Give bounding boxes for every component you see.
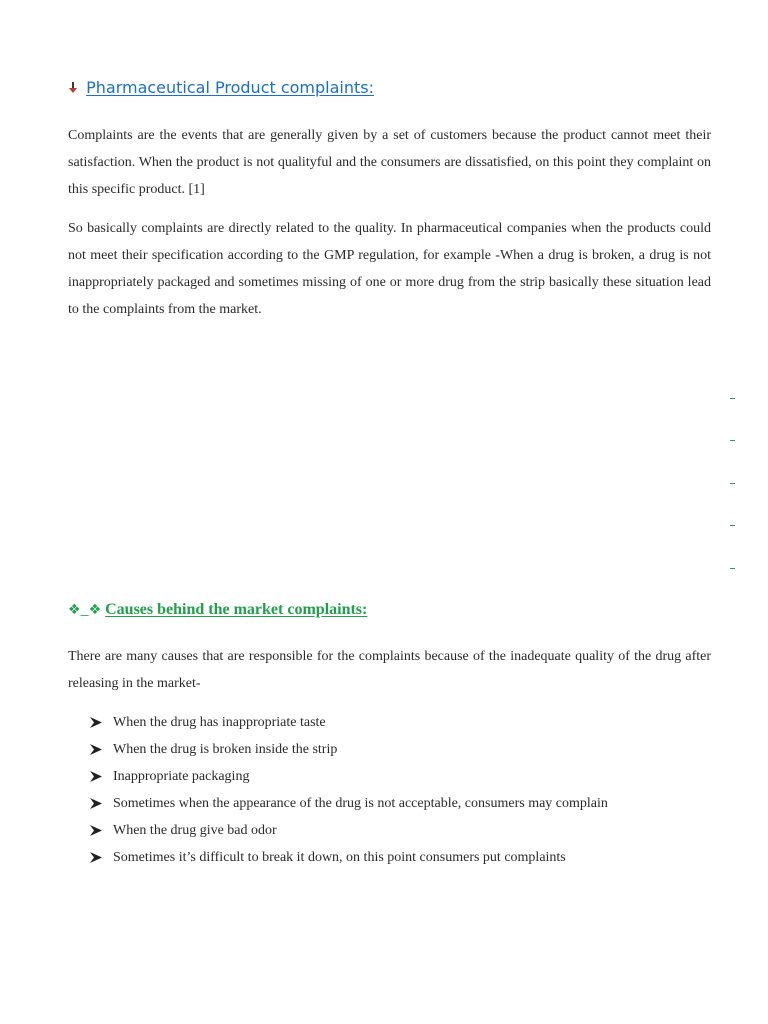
list-item [90, 844, 608, 871]
list-item-text: Sometimes it’s difficult to break it down, on this point consumers put complaints [113, 850, 566, 865]
arrowhead-icon [90, 717, 102, 728]
margin-dash-marker [730, 483, 735, 484]
list-item [90, 817, 608, 844]
arrowhead-icon [90, 798, 102, 809]
paragraph: So basically complaints are directly related to the quality. In pharmaceutical companies when the products could not meet their specification according to the GMP regulation, for example -When a drug is broken, a drug is not inappropriately packaged and sometimes missing of one or more drug from the strip basically these situation lead to the complaints from the market. [68, 221, 711, 317]
margin-dash-marker [730, 398, 735, 399]
section-heading-complaints [68, 78, 374, 97]
margin-dash-marker [730, 568, 735, 569]
arrowhead-icon [90, 825, 102, 836]
four-diamond-icon: ❖ [88, 602, 102, 618]
list-item-text: Inappropriate packaging [113, 769, 250, 784]
causes-list [90, 709, 608, 871]
paragraph: There are many causes that are responsible for the complaints because of the inadequate quality of the drug after releasing in the market- [68, 649, 711, 691]
arrowhead-icon [90, 771, 102, 782]
list-item-text: When the drug give bad odor [113, 823, 277, 838]
margin-dash-marker [730, 440, 735, 441]
heading-text: Pharmaceutical Product complaints: [86, 78, 375, 97]
section-heading-causes: ❖_❖ Causes behind the market complaints: [68, 601, 368, 618]
list-item [90, 736, 608, 763]
list-item-text: When the drug is broken inside the strip [113, 742, 338, 757]
list-item-text: Sometimes when the appearance of the drug is not acceptable, consumers may complain [113, 796, 608, 811]
arrowhead-icon [90, 744, 102, 755]
list-item [90, 763, 608, 790]
heading-text: Causes behind the market complaints: [105, 601, 368, 618]
margin-dash-marker [730, 525, 735, 526]
paragraph: Complaints are the events that are generally given by a set of customers because the product cannot meet their satisfaction. When the product is not qualityful and the consumers are dissatisfied, on this point they complaint on this specific product. [1] [68, 128, 711, 197]
list-item [90, 709, 608, 736]
arrowhead-icon [90, 852, 102, 863]
down-arrow-icon [68, 79, 78, 91]
list-item [90, 790, 608, 817]
four-diamond-icon: ❖ [68, 602, 81, 618]
list-item-text: When the drug has inappropriate taste [113, 715, 326, 730]
